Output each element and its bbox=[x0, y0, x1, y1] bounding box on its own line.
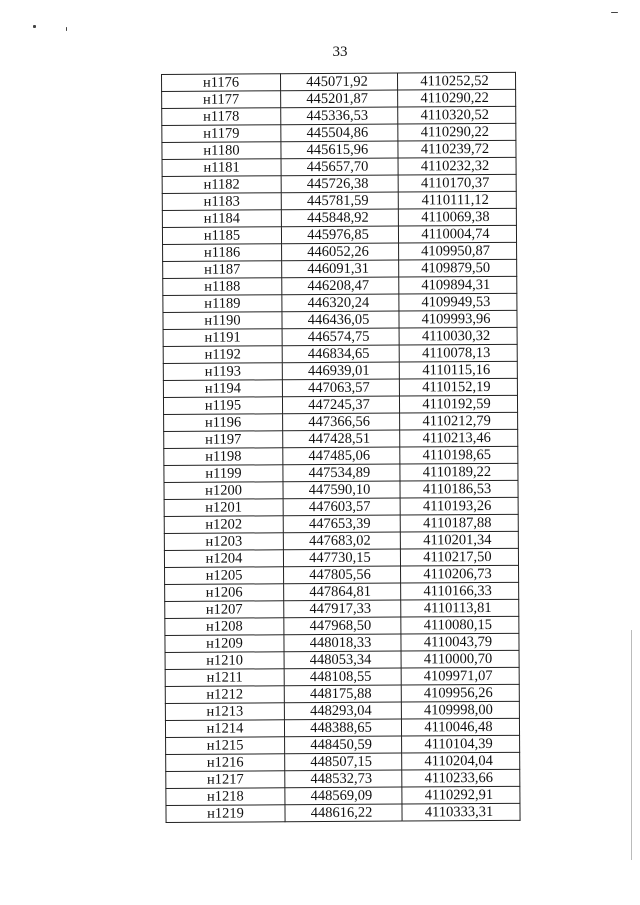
table-row bbox=[163, 344, 517, 363]
x-coordinate-cell: 447968,50 bbox=[284, 617, 401, 635]
y-coordinate-cell: 4110206,73 bbox=[401, 565, 519, 583]
table-row bbox=[163, 242, 517, 261]
y-coordinate-cell: 4110152,19 bbox=[399, 378, 517, 396]
table-row bbox=[165, 650, 519, 669]
table-row bbox=[163, 327, 517, 346]
y-coordinate-cell: 4110080,15 bbox=[401, 616, 519, 634]
point-id-cell: н1178 bbox=[162, 108, 281, 126]
y-coordinate-cell: 4110030,32 bbox=[399, 327, 517, 345]
y-coordinate-cell: 4110212,79 bbox=[400, 412, 518, 430]
x-coordinate-cell: 448450,59 bbox=[285, 736, 402, 754]
x-coordinate-cell: 445201,87 bbox=[281, 90, 398, 108]
point-id-cell: н1206 bbox=[165, 584, 284, 602]
x-coordinate-cell: 446574,75 bbox=[282, 328, 399, 346]
x-coordinate-cell: 446939,01 bbox=[282, 362, 399, 380]
table-row bbox=[162, 106, 516, 125]
table-row bbox=[164, 412, 518, 431]
table-row bbox=[162, 123, 516, 142]
x-coordinate-cell: 448053,34 bbox=[284, 651, 401, 669]
table-row bbox=[165, 667, 519, 686]
x-coordinate-cell: 445336,53 bbox=[281, 107, 398, 125]
x-coordinate-cell: 448293,04 bbox=[284, 702, 401, 720]
point-id-cell: н1201 bbox=[164, 499, 283, 517]
point-id-cell: н1199 bbox=[164, 465, 283, 483]
point-id-cell: н1180 bbox=[162, 142, 281, 160]
page-number: 33 bbox=[332, 44, 348, 60]
y-coordinate-cell: 4110239,72 bbox=[398, 140, 516, 158]
x-coordinate-cell: 446834,65 bbox=[282, 345, 399, 363]
table-row bbox=[163, 276, 517, 295]
y-coordinate-cell: 4110069,38 bbox=[398, 208, 516, 226]
point-id-cell: н1202 bbox=[164, 516, 283, 534]
x-coordinate-cell: 447603,57 bbox=[283, 498, 400, 516]
x-coordinate-cell: 447485,06 bbox=[283, 447, 400, 465]
y-coordinate-cell: 4110170,37 bbox=[398, 174, 516, 192]
y-coordinate-cell: 4109956,26 bbox=[401, 684, 519, 702]
x-coordinate-cell: 447245,37 bbox=[282, 396, 399, 414]
table-row bbox=[165, 565, 519, 584]
scan-edge-line bbox=[631, 630, 632, 860]
table-row bbox=[163, 293, 517, 312]
x-coordinate-cell: 445976,85 bbox=[281, 226, 398, 244]
x-coordinate-cell: 447805,56 bbox=[284, 566, 401, 584]
x-coordinate-cell: 447590,10 bbox=[283, 481, 400, 499]
table-row bbox=[163, 361, 517, 380]
x-coordinate-cell: 445615,96 bbox=[281, 141, 398, 159]
point-id-cell: н1208 bbox=[165, 618, 284, 636]
y-coordinate-cell: 4110078,13 bbox=[399, 344, 517, 362]
point-id-cell: н1209 bbox=[165, 635, 284, 653]
point-id-cell: н1188 bbox=[163, 278, 282, 296]
table-row bbox=[163, 259, 517, 278]
x-coordinate-cell: 446208,47 bbox=[282, 277, 399, 295]
x-coordinate-cell: 448175,88 bbox=[284, 685, 401, 703]
y-coordinate-cell: 4110217,50 bbox=[400, 548, 518, 566]
table-row bbox=[163, 378, 517, 397]
point-id-cell: н1198 bbox=[164, 448, 283, 466]
table-row bbox=[164, 480, 518, 499]
table-row bbox=[166, 769, 520, 788]
x-coordinate-cell: 447063,57 bbox=[282, 379, 399, 397]
x-coordinate-cell: 447730,15 bbox=[283, 549, 400, 567]
scan-speck bbox=[611, 12, 618, 13]
point-id-cell: н1196 bbox=[164, 414, 283, 432]
y-coordinate-cell: 4110166,33 bbox=[401, 582, 519, 600]
point-id-cell: н1205 bbox=[165, 567, 284, 585]
y-coordinate-cell: 4110193,26 bbox=[400, 497, 518, 515]
x-coordinate-cell: 448507,15 bbox=[285, 753, 402, 771]
point-id-cell: н1192 bbox=[163, 346, 282, 364]
y-coordinate-cell: 4110186,53 bbox=[400, 480, 518, 498]
table-row bbox=[164, 497, 518, 516]
table-row bbox=[162, 157, 516, 176]
table-row bbox=[162, 174, 516, 193]
table-row bbox=[165, 633, 519, 652]
y-coordinate-cell: 4110201,34 bbox=[400, 531, 518, 549]
x-coordinate-cell: 445504,86 bbox=[281, 124, 398, 142]
table-row bbox=[162, 208, 516, 227]
table-row bbox=[164, 531, 518, 550]
point-id-cell: н1216 bbox=[166, 754, 285, 772]
table-row bbox=[164, 514, 518, 533]
point-id-cell: н1182 bbox=[162, 176, 281, 194]
coordinates-table bbox=[161, 72, 521, 823]
table-row bbox=[163, 310, 517, 329]
point-id-cell: н1184 bbox=[162, 210, 281, 228]
point-id-cell: н1194 bbox=[163, 380, 282, 398]
y-coordinate-cell: 4109971,07 bbox=[401, 667, 519, 685]
coordinates-table-body bbox=[162, 72, 521, 822]
point-id-cell: н1191 bbox=[163, 329, 282, 347]
point-id-cell: н1211 bbox=[165, 669, 284, 687]
table-row bbox=[163, 395, 517, 414]
table-row bbox=[162, 72, 516, 91]
point-id-cell: н1181 bbox=[162, 159, 281, 177]
table-row bbox=[166, 752, 520, 771]
y-coordinate-cell: 4110198,65 bbox=[400, 446, 518, 464]
x-coordinate-cell: 448569,09 bbox=[285, 787, 402, 805]
point-id-cell: н1189 bbox=[163, 295, 282, 313]
point-id-cell: н1218 bbox=[166, 788, 285, 806]
table-row bbox=[162, 140, 516, 159]
table-row bbox=[165, 599, 519, 618]
table-row bbox=[165, 616, 519, 635]
y-coordinate-cell: 4109950,87 bbox=[399, 242, 517, 260]
point-id-cell: н1185 bbox=[162, 227, 281, 245]
y-coordinate-cell: 4110115,16 bbox=[399, 361, 517, 379]
point-id-cell: н1219 bbox=[166, 805, 285, 823]
y-coordinate-cell: 4110333,31 bbox=[402, 803, 520, 821]
x-coordinate-cell: 448018,33 bbox=[284, 634, 401, 652]
y-coordinate-cell: 4110290,22 bbox=[398, 123, 516, 141]
point-id-cell: н1193 bbox=[163, 363, 282, 381]
table-row bbox=[165, 684, 519, 703]
point-id-cell: н1214 bbox=[165, 720, 284, 738]
y-coordinate-cell: 4110043,79 bbox=[401, 633, 519, 651]
x-coordinate-cell: 447683,02 bbox=[283, 532, 400, 550]
y-coordinate-cell: 4110000,70 bbox=[401, 650, 519, 668]
y-coordinate-cell: 4109949,53 bbox=[399, 293, 517, 311]
y-coordinate-cell: 4110233,66 bbox=[402, 769, 520, 787]
x-coordinate-cell: 446320,24 bbox=[282, 294, 399, 312]
point-id-cell: н1213 bbox=[165, 703, 284, 721]
y-coordinate-cell: 4110232,32 bbox=[398, 157, 516, 175]
point-id-cell: н1177 bbox=[162, 91, 281, 109]
point-id-cell: н1215 bbox=[166, 737, 285, 755]
x-coordinate-cell: 447653,39 bbox=[283, 515, 400, 533]
y-coordinate-cell: 4109998,00 bbox=[401, 701, 519, 719]
x-coordinate-cell: 446436,05 bbox=[282, 311, 399, 329]
scan-speck bbox=[33, 25, 36, 28]
y-coordinate-cell: 4110046,48 bbox=[401, 718, 519, 736]
y-coordinate-cell: 4110104,39 bbox=[402, 735, 520, 753]
x-coordinate-cell: 448532,73 bbox=[285, 770, 402, 788]
y-coordinate-cell: 4110111,12 bbox=[398, 191, 516, 209]
x-coordinate-cell: 445657,70 bbox=[281, 158, 398, 176]
x-coordinate-cell: 445781,59 bbox=[281, 192, 398, 210]
x-coordinate-cell: 447917,33 bbox=[284, 600, 401, 618]
x-coordinate-cell: 447428,51 bbox=[283, 430, 400, 448]
table-row bbox=[165, 718, 519, 737]
table-row bbox=[162, 191, 516, 210]
point-id-cell: н1210 bbox=[165, 652, 284, 670]
table-row bbox=[166, 735, 520, 754]
x-coordinate-cell: 447534,89 bbox=[283, 464, 400, 482]
y-coordinate-cell: 4110292,91 bbox=[402, 786, 520, 804]
x-coordinate-cell: 448108,55 bbox=[284, 668, 401, 686]
y-coordinate-cell: 4110189,22 bbox=[400, 463, 518, 481]
table-row bbox=[162, 89, 516, 108]
y-coordinate-cell: 4109894,31 bbox=[399, 276, 517, 294]
y-coordinate-cell: 4110320,52 bbox=[398, 106, 516, 124]
point-id-cell: н1195 bbox=[163, 397, 282, 415]
y-coordinate-cell: 4109993,96 bbox=[399, 310, 517, 328]
y-coordinate-cell: 4109879,50 bbox=[399, 259, 517, 277]
x-coordinate-cell: 448616,22 bbox=[285, 804, 402, 822]
x-coordinate-cell: 447366,56 bbox=[283, 413, 400, 431]
y-coordinate-cell: 4110204,04 bbox=[402, 752, 520, 770]
x-coordinate-cell: 445848,92 bbox=[281, 209, 398, 227]
point-id-cell: н1200 bbox=[164, 482, 283, 500]
point-id-cell: н1183 bbox=[162, 193, 281, 211]
point-id-cell: н1186 bbox=[163, 244, 282, 262]
point-id-cell: н1207 bbox=[165, 601, 284, 619]
table-row bbox=[162, 225, 516, 244]
table-row bbox=[165, 701, 519, 720]
point-id-cell: н1197 bbox=[164, 431, 283, 449]
point-id-cell: н1187 bbox=[163, 261, 282, 279]
table-row bbox=[166, 803, 520, 822]
x-coordinate-cell: 445071,92 bbox=[281, 73, 398, 91]
table-row bbox=[165, 582, 519, 601]
point-id-cell: н1176 bbox=[162, 74, 281, 92]
table-row bbox=[164, 548, 518, 567]
x-coordinate-cell: 446091,31 bbox=[282, 260, 399, 278]
y-coordinate-cell: 4110113,81 bbox=[401, 599, 519, 617]
x-coordinate-cell: 447864,81 bbox=[284, 583, 401, 601]
point-id-cell: н1179 bbox=[162, 125, 281, 143]
point-id-cell: н1190 bbox=[163, 312, 282, 330]
y-coordinate-cell: 4110213,46 bbox=[400, 429, 518, 447]
y-coordinate-cell: 4110252,52 bbox=[397, 72, 515, 90]
point-id-cell: н1212 bbox=[165, 686, 284, 704]
point-id-cell: н1204 bbox=[164, 550, 283, 568]
x-coordinate-cell: 445726,38 bbox=[281, 175, 398, 193]
y-coordinate-cell: 4110187,88 bbox=[400, 514, 518, 532]
table-row bbox=[164, 463, 518, 482]
x-coordinate-cell: 446052,26 bbox=[282, 243, 399, 261]
y-coordinate-cell: 4110004,74 bbox=[398, 225, 516, 243]
y-coordinate-cell: 4110290,22 bbox=[398, 89, 516, 107]
point-id-cell: н1217 bbox=[166, 771, 285, 789]
y-coordinate-cell: 4110192,59 bbox=[399, 395, 517, 413]
x-coordinate-cell: 448388,65 bbox=[284, 719, 401, 737]
scan-speck bbox=[66, 27, 67, 31]
table-row bbox=[166, 786, 520, 805]
table-row bbox=[164, 446, 518, 465]
point-id-cell: н1203 bbox=[164, 533, 283, 551]
table-row bbox=[164, 429, 518, 448]
